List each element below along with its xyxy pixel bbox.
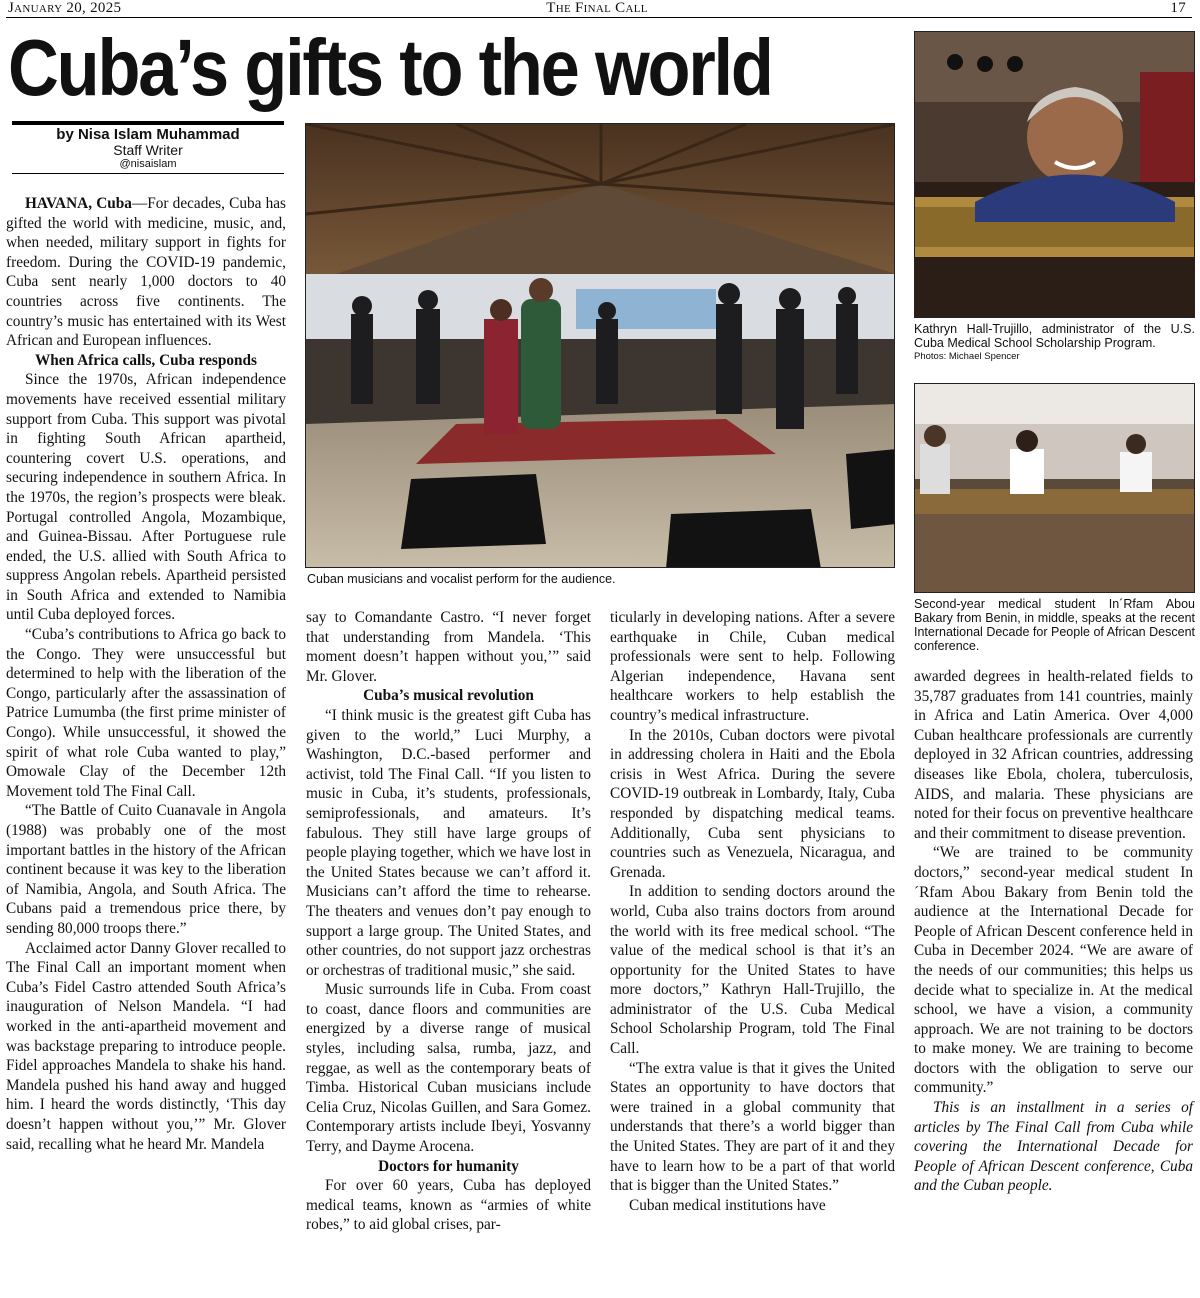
portrait-photo xyxy=(914,31,1195,318)
paragraph: ticularly in developing nations. After a severe earthquake in Chile, Cuban medical professionals were sent to help. Following Algerian independence, Havana sent healthcare workers to help establish the country’s medical infrastructure. xyxy=(610,609,895,724)
paragraph: “The extra value is that it gives the United States an opportunity to have doctors that were trained in a global community that understands that there’s a world bigger than the United States. They are part of it and they have to learn how to be a part of that world that is bigger than the United States.” xyxy=(610,1059,895,1195)
paragraph: HAVANA, Cuba—For decades, Cuba has gifted the world with medicine, music, and, when needed, military support in fights for freedom. During the COVID-19 pandemic, Cuba sent nearly 1,000 doctors to 40 countries across five continents. The country’s music has entertained with its West African and European influences. xyxy=(6,195,286,350)
series-note: This is an installment in a series of articles by The Final Call from Cuba while covering the International Decade for People of African Descent conference, Cuba and the Cuban people. xyxy=(914,1099,1193,1195)
conference-photo-caption: Second-year medical student In´Rfam Abou Bakary from Benin, in middle, speaks at the recent International Decade for People of African Descent conference. xyxy=(914,597,1195,653)
paragraph: Cuban medical institutions have xyxy=(629,1196,826,1214)
paragraph: say to Comandante Castro. “I never forget that understanding from Mandela. ‘This moment doesn’t happen without you,’” said Mr. Glover. xyxy=(306,609,591,685)
paragraph: awarded degrees in health-related fields to 35,787 graduates from 141 countries, mainly in Africa and Latin America. Over 4,000 Cuban healthcare professionals are currently deployed in 32 African countries, addressing diseases like Ebola, cholera, tuberculosis, AIDS, and malaria. These physicians are noted for their focus on preventive healthcare and their commitment to disease prevention. xyxy=(914,668,1193,842)
paragraph: In the 2010s, Cuban doctors were pivotal in addressing cholera in Haiti and the Ebola crisis in West Africa. During the severe COVID-19 outbreak in Lombardy, Italy, Cuba responded by dispatching medical teams. Additionally, Cuba sent physicians to countries such as Venezuela, Nicaragua, and Grenada. xyxy=(610,726,895,881)
newspaper-name: The Final Call xyxy=(546,0,648,16)
musicians-photo-image xyxy=(306,124,895,568)
main-photo-caption: Cuban musicians and vocalist perform for the audience. xyxy=(307,572,616,586)
subheading: Cuba’s musical revolution xyxy=(363,687,534,705)
issue-date: January 20, 2025 xyxy=(8,0,122,16)
headline: Cuba’s gifts to the world xyxy=(8,23,772,112)
article-column-4 xyxy=(914,667,1193,1196)
byline-handle: @nisaislam xyxy=(119,158,177,170)
header-divider xyxy=(6,17,1192,18)
paragraph: Acclaimed actor Danny Glover recalled to The Final Call an important moment when Cuba’s Fidel Castro attended South Africa’s inauguration of Nelson Mandela. “I had worked in the anti-apartheid movement and was backstage preparing to introduce people. Fidel approaches Mandela to shake his hand. Mandela pushed his hand away and hugged him. I heard the words distinctly, ‘This day doesn’t happen without you,’” Mr. Glover said, recalling what he heard Mr. Mandela xyxy=(6,939,286,1153)
paragraph: Music surrounds life in Cuba. From coast to coast, dance floors and communities are energized by a diverse range of musical styles, including salsa, rumba, jazz, and reggae, as well as the contemporary beats of Timba. Historical Cuban musicians include Celia Cruz, Nicolas Guillen, and Sara Gomez. Contemporary artists include Ibeyi, Yosvanny Terry, and Dayme Arocena. xyxy=(306,981,591,1156)
paragraph: “The Battle of Cuito Cuanavale in Angola (1988) was probably one of the most important battles in the history of the African continent because it was key to the liberation of Namibia, Angola, and South Africa. The Cubans paid a tremendous price there, by sending 80,000 troops there.” xyxy=(6,802,286,937)
byline-role: Staff Writer xyxy=(113,142,183,158)
article-column-2 xyxy=(306,608,591,1235)
dateline: HAVANA, Cuba xyxy=(25,195,132,212)
page-number: 17 xyxy=(1170,0,1186,16)
subheading: Doctors for humanity xyxy=(378,1157,519,1175)
main-photo xyxy=(305,123,895,568)
conference-photo-image xyxy=(915,384,1195,593)
paragraph: “Cuba’s contributions to Africa go back to the Congo. They were unsuccessful but determined to help with the liberation of the Congo, particularly after the assassination of Patrice Lumumba (the first prime minister of Congo). While unsuccessful, it showed the spirit of what role Cuba wanted to play,” Omowale Clay of the December 12th Movement told The Final Call. xyxy=(6,626,286,800)
subheading: When Africa calls, Cuba responds xyxy=(35,351,257,369)
conference-photo xyxy=(914,383,1195,593)
photo-credit: Photos: Michael Spencer xyxy=(914,351,1020,362)
byline xyxy=(12,121,284,174)
paragraph: “I think music is the greatest gift Cuba has given to the world,” Luci Murphy, a Washington, D.C.-based performer and activist, told The Final Call. “If you listen to music in Cuba, it’s students, professionals, semiprofessionals, and amateurs. It’s fabulous. They still have large groups of people playing together, which we have lost in the United States because we can’t afford it. Musicians can’t afford the time to rehearse. The theaters and venues don’t pay enough to support a large group. The United States, and other countries, do not support jazz orchestras or orchestras of traditional music,” she said. xyxy=(306,706,591,979)
article-column-1 xyxy=(6,194,286,1154)
article-column-3 xyxy=(610,608,895,1215)
portrait-photo-caption: Kathryn Hall-Trujillo, administrator of the U.S. Cuba Medical School Scholarship Program. Photos: Michael Spencer xyxy=(914,322,1195,362)
portrait-photo-image xyxy=(915,32,1195,318)
paragraph: In addition to sending doctors around the world, Cuba also trains doctors from around the world with its free medical school. “The value of the medical school is that it’s an opportunity for the United States to have more doctors,” Kathryn Hall-Trujillo, the administrator of the U.S. Cuba Medical School Scholarship Program, told The Final Call. xyxy=(610,883,895,1058)
paragraph: “We are trained to be community doctors,” second-year medical student In´Rfam Abou Bakary from Benin told the audience at the International Decade for People of African Descent conference held in Cuba in December 2024. “We are aware of the needs of our communities; this helps us decide what to specialize in. At the medical school, we have a vision, a community approach. We are not training to be doctors to make money. We are training to become doctors with the obligation to serve our community.” xyxy=(914,844,1193,1097)
page-header xyxy=(8,0,1186,18)
byline-author: by Nisa Islam Muhammad xyxy=(56,126,240,143)
paragraph: Since the 1970s, African independence movements have received essential military support from Cuba. This support was pivotal in fighting South African apartheid, countering covert U.S. operations, and securing independence in southern Africa. In the 1970s, the region’s prospects were bleak. Portugal controlled Angola, Mozambique, and Guinea-Bissau. After Portuguese rule ended, the U.S. allied with South Africa to suppress Angolan rebels. Apartheid persisted in South Africa and extended to Namibia until Cuba deployed forces. xyxy=(6,371,286,624)
paragraph: For over 60 years, Cuba has deployed medical teams, known as “armies of white robes,” to aid global crises, par- xyxy=(306,1177,591,1234)
